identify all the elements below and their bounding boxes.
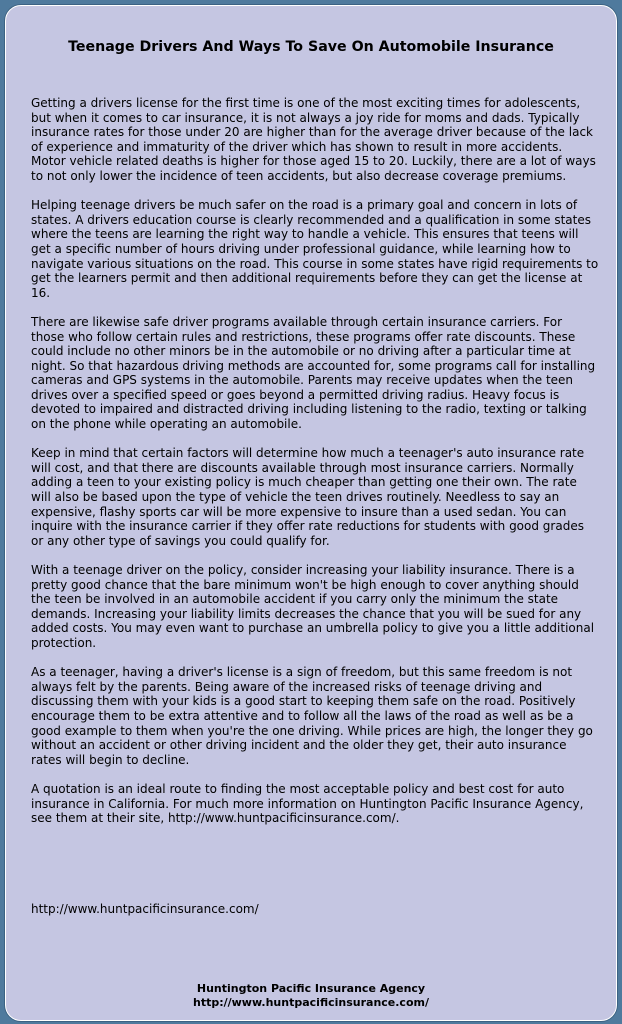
paragraph: A quotation is an ideal route to finding the most acceptable policy and best cost for auto insurance in California. For much more information on Huntington Pacific Insurance Agency, see them at their site, http://www.huntpacificinsurance.com/.	[31, 781, 584, 826]
article-body	[31, 96, 599, 840]
footer	[6, 982, 616, 1009]
article-card	[5, 5, 617, 1021]
paragraph: Getting a drivers license for the first time is one of the most exciting times for adolescents, but when it comes to car insurance, it is not always a joy ride for moms and dads. Typically insurance rates for those under 20 are higher than for the average driver because of the lack of experience and immaturity of the driver which has shown to result in more accidents. Motor vehicle related deaths is higher for those aged 15 to 20. Luckily, there are a lot of ways to not only lower the incidence of teen accidents, but also decrease coverage premiums.	[31, 96, 596, 183]
paragraph: With a teenage driver on the policy, consider increasing your liability insurance. There is a pretty good chance that the bare minimum won't be high enough to cover anything should the teen be involved in an automobile accident if you carry only the minimum the state demands. Increasing your liability limits decreases the chance that you will be sued for any added costs. You may even want to purchase an umbrella policy to give you a little additional protection.	[31, 563, 595, 650]
footer-agency-name: Huntington Pacific Insurance Agency	[196, 982, 426, 995]
article-title: Teenage Drivers And Ways To Save On Automobile Insurance	[68, 39, 554, 55]
paragraph: As a teenager, having a driver's license is a sign of freedom, but this same freedom is not always felt by the parents. Being aware of the increased risks of teenage driving and discussing them with your kids is a good start to keeping them safe on the road. Positively encourage them to be extra attentive and to follow all the laws of the road as well as be a good example to them when you're the one driving. While prices are high, the longer they go without an accident or other driving incident and the older they get, their auto insurance rates will begin to decline.	[31, 665, 593, 767]
paragraph: Helping teenage drivers be much safer on the road is a primary goal and concern in lots of states. A drivers education course is clearly recommended and a qualification in some states where the teens are learning the right way to handle a vehicle. This ensures that teens will get a specific number of hours driving under professional guidance, while learning how to navigate various situations on the road. This course in some states have rigid requirements to get the learners permit and then additional requirements before they can get the license at 16.	[31, 198, 599, 300]
website-link[interactable]: http://www.huntpacificinsurance.com/	[31, 902, 259, 916]
paragraph: Keep in mind that certain factors will determine how much a teenager's auto insurance rate will cost, and that there are discounts available through most insurance carriers. Normally adding a teen to your existing policy is much cheaper than getting one their own. The rate will also be based upon the type of vehicle the teen drives routinely. Needless to say an expensive, flashy sports car will be more expensive to insure than a used sedan. You can inquire with the insurance carrier if they offer rate reductions for students with good grades or any other type of savings you could qualify for.	[31, 446, 585, 548]
footer-url[interactable]: http://www.huntpacificinsurance.com/	[192, 995, 429, 1009]
paragraph: There are likewise safe driver programs available through certain insurance carriers. For those who follow certain rules and restrictions, these programs offer rate discounts. These could include no other minors be in the automobile or no driving after a particular time at night. So that hazardous driving methods are accounted for, some programs call for installing cameras and GPS systems in the automobile. Parents may receive updates when the teen drives over a specified speed or goes beyond a permitted driving radius. Heavy focus is devoted to impaired and distracted driving including listening to the radio, texting or talking on the phone while operating an automobile.	[31, 314, 596, 432]
